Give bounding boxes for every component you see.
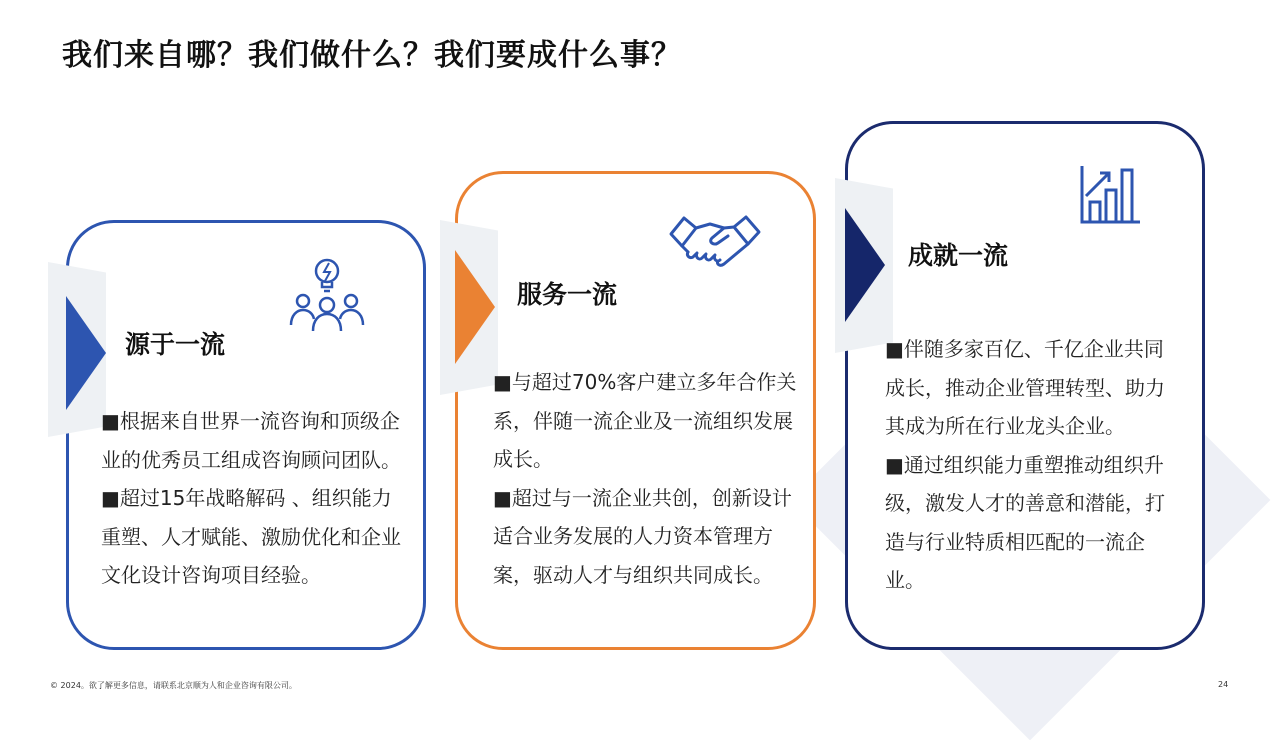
page-title: 我们来自哪？我们做什么？我们要成什么事？ (62, 38, 682, 73)
card-title: 服务一流 (517, 280, 618, 309)
card-body (885, 330, 1180, 600)
idea-team-icon (287, 255, 367, 335)
card-paragraph: ■伴随多家百亿、千亿企业共同成长，推动企业管理转型、助力其成为所在行业龙头企业。 (885, 337, 1165, 438)
card-paragraph: ■与超过70%客户建立多年合作关系，伴随一流企业及一流组织发展成长。 (493, 370, 797, 471)
footer-copyright: © 2024。欲了解更多信息，请联系北京顺为人和企业咨询有限公司。 (50, 681, 297, 690)
page-number: 24 (1218, 680, 1229, 689)
card-paragraph: ■超过与一流企业共创，创新设计适合业务发展的人力资本管理方案，驱动人才与组织共同成长。 (493, 485, 792, 587)
card-paragraph: ■超过15年战略解码 、组织能力重塑、人才赋能、激励优化和企业文化设计咨询项目经验。 (101, 486, 401, 587)
card-paragraph: ■根据来自世界一流咨询和顶级企业的优秀员工组成咨询顾问团队。 (101, 409, 401, 472)
card-title: 成就一流 (908, 241, 1009, 270)
handshake-icon (668, 212, 762, 274)
card-paragraph: ■通过组织能力重塑推动组织升级，激发人才的善意和潜能，打造与行业特质相匹配的一流企业。 (885, 452, 1165, 592)
card-title: 源于一流 (125, 330, 226, 359)
card-body (101, 402, 406, 595)
growth-chart-icon (1078, 164, 1142, 226)
card-body (493, 363, 798, 594)
